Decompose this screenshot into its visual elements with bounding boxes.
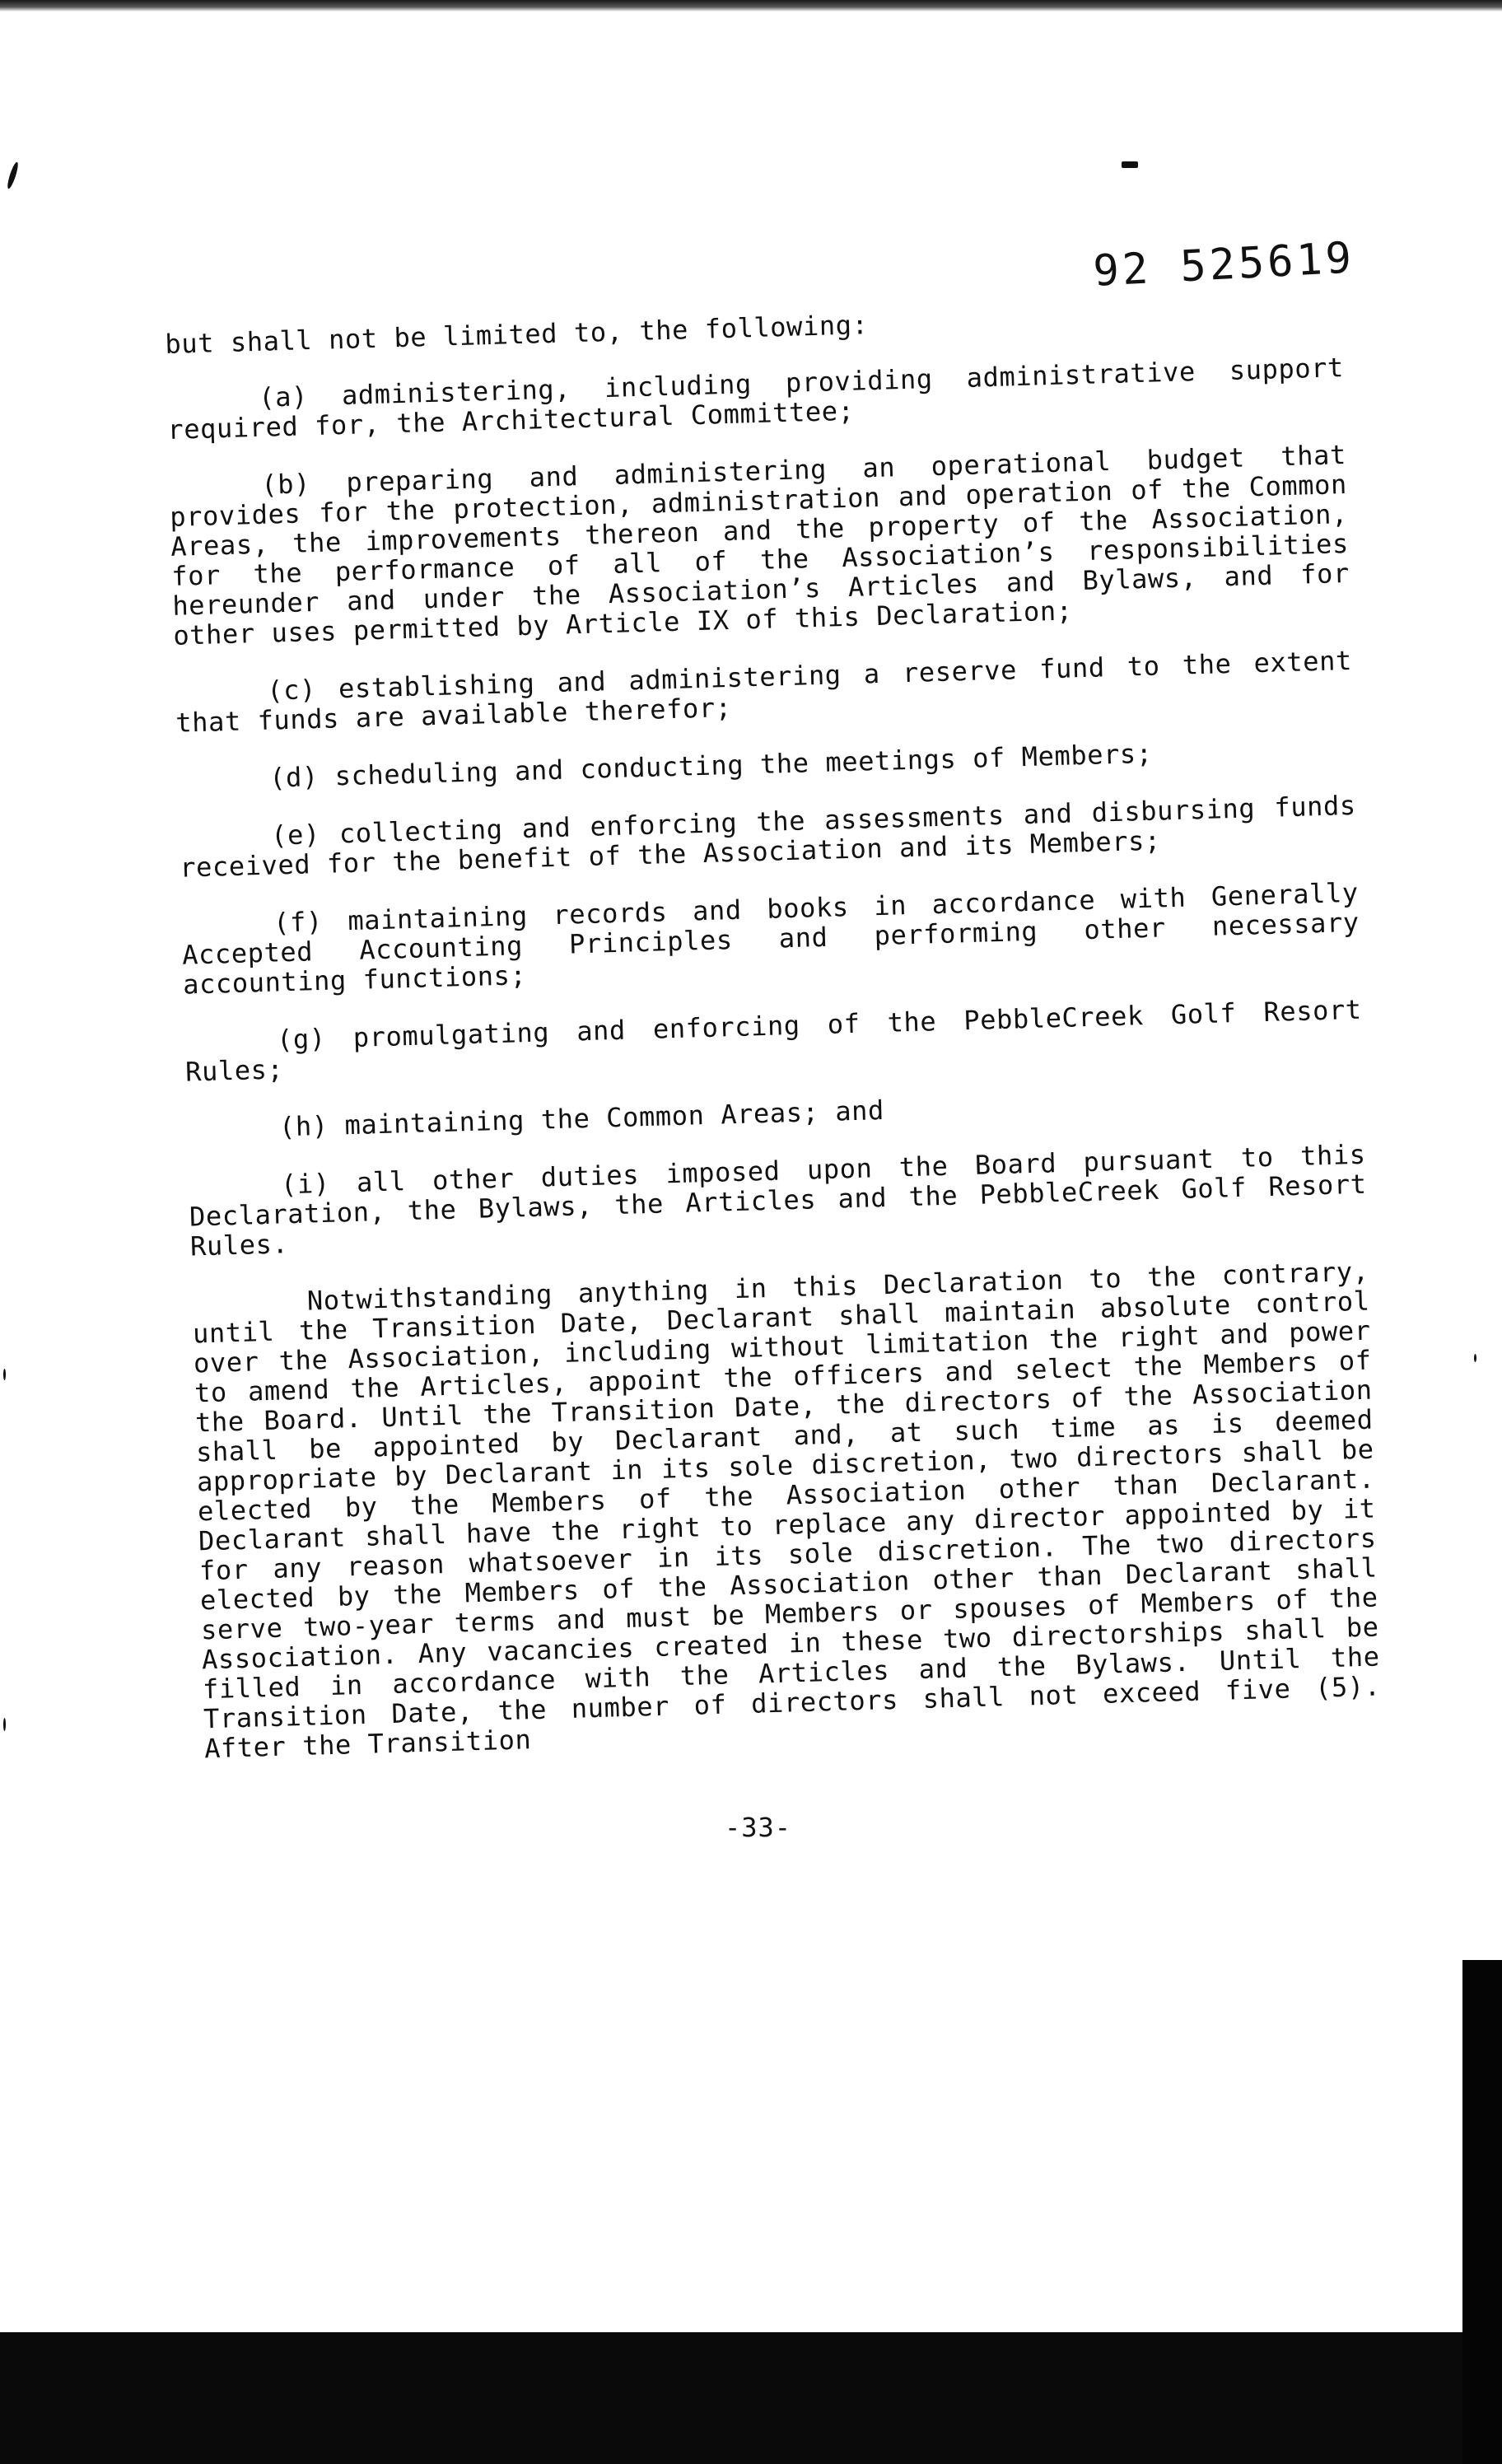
intro-line: but shall not be limited to, the following: — [164, 309, 869, 360]
scan-right-edge-shadow — [1462, 1960, 1502, 2464]
list-item: (e) collecting and enforcing the assessments and disbursing funds received for the benefit of the Association and its Members; — [179, 789, 1357, 884]
list-item: (a) administering, including providing administrative support required for, the Architectural Committee; — [166, 352, 1345, 446]
list-item: (i) all other duties imposed upon the Board pursuant to this Declaration, the Bylaws, the Articles and the PebbleCreek Golf Resort Rules. — [189, 1138, 1368, 1262]
scan-speck — [1474, 1354, 1476, 1362]
document-body — [165, 296, 1383, 1791]
scan-speck — [1122, 161, 1138, 168]
list-item: (c) establishing and administering a reserve fund to the extent that funds are available therefor; — [175, 644, 1353, 739]
scan-speck — [6, 161, 20, 189]
list-item: (h) maintaining the Common Areas; and — [278, 1094, 885, 1143]
document-number: 92 525619 — [1092, 233, 1356, 296]
list-item: (d) scheduling and conducting the meetings of Members; — [268, 737, 1154, 794]
scan-speck — [3, 1369, 6, 1380]
scan-speck — [3, 1718, 6, 1731]
list-item: (g) promulgating and enforcing of the PebbleCreek Golf Resort Rules; — [184, 993, 1363, 1088]
scan-bottom-edge-shadow — [0, 2332, 1462, 2464]
scan-top-edge — [0, 0, 1502, 12]
list-item: (b) preparing and administering an operational budget that provides for the protection, administration and operation of the Common Areas, the improvements thereon and the property of the Association, for the performance of all of the Association’s responsibilities hereunder and under the Association’s Articles and Bylaws, and for other uses permitted by Article IX of this Declaration; — [169, 439, 1350, 651]
body-paragraph: Notwithstanding anything in this Declaration to the contrary, until the Transition Date, Declarant shall maintain absolute control over the Association, including without limitation the right and power to amend the Articles, appoint the officers and select the Members of the Board. Until the Transition Date, the directors of the Association shall be appointed by Declarant and, at such time as is deemed appropriate by Declarant in its sole discretion, two directors shall be elected by the Members of the Association other than Declarant. Declarant shall have the right to replace any director appointed by it for any reason whatsoever in its sole discretion. The two directors elected by the Members of the Association other than Declarant shall serve two-year terms and must be Members or spouses of Members of the Association. Any vacancies created in these two directorships shall be filled in accordance with the Articles and the Bylaws. Until the Transition Date, the number of directors shall not exceed five (5). After the Transition — [192, 1255, 1382, 1765]
page-number: -33- — [725, 1812, 792, 1843]
list-item: (f) maintaining records and books in accordance with Generally Accepted Accounting Principles and performing other necessary accounting functions; — [181, 876, 1360, 1001]
